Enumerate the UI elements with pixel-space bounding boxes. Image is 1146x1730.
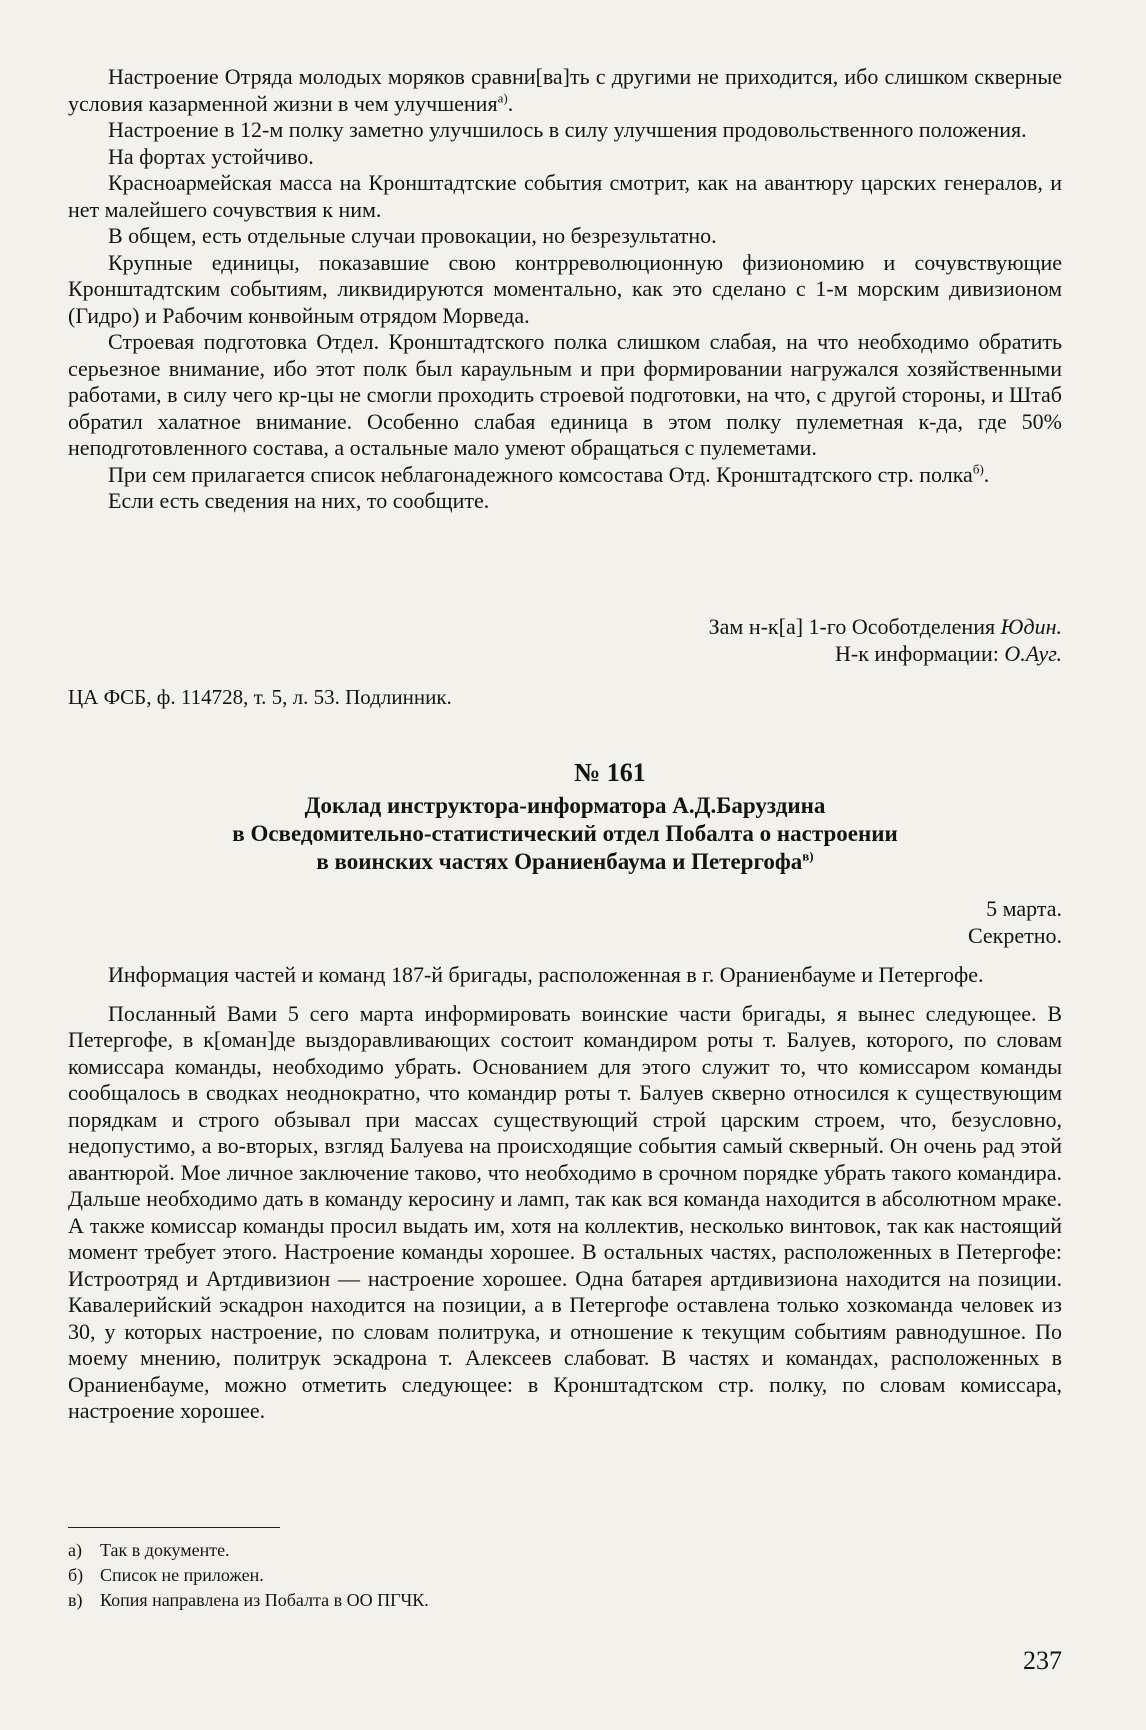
date-block <box>68 896 1062 949</box>
paragraph: Крупные единицы, показавшие свою контрреволюционную физиономию и сочувствующие Кронштадтским событиям, ликвидируются моментально, как это сделано с 1-м морским дивизионом (Гидро) и Рабочим конвойным отрядом Морведа. <box>68 249 1062 328</box>
signature-deputy: Зам н-к[а] 1-го Особотделения Юдин. <box>708 614 1062 639</box>
paragraph: Информация частей и команд 187-й бригады, расположенная в г. Ораниенбауме и Петергофе. <box>108 962 984 987</box>
footnote: в) Копия направлена из Побалта в ОО ПГЧК. <box>68 1590 429 1610</box>
report-161-body <box>68 962 1062 1425</box>
report-160-continuation <box>68 64 1062 515</box>
paragraph: В общем, есть отдельные случаи провокации, но безрезультатно. <box>108 223 717 248</box>
footnotes <box>68 1527 1062 1613</box>
paragraph: Если есть сведения на них, то сообщите. <box>108 488 490 513</box>
footnote-mark: в) <box>802 848 814 864</box>
paragraph: Настроение в 12-м полку заметно улучшилось в силу улучшения продовольственного положения. <box>108 117 1027 142</box>
paragraph: Посланный Вами 5 сего марта информировать воинские части бригады, я вынес следующее. В Петергофе, в к[оман]де выздоравливающих состоит командиром роты т. Балуев, которого, по словам комиссара команды, необходимо убрать. Основанием для этого служит то, что комиссаром команды сообщалось в сводках неоднократно, что командир роты т. Балуев скверно относился к существующим порядкам и строго обзывал при массах существующий строй царским строем, что, безусловно, недопустимо, а во-вторых, взгляд Балуева на происходящие события самый скверный. Он очень рад этой авантюрой. Мое личное заключение таково, что необходимо в срочном порядке убрать такого командира. Дальше необходимо дать в команду керосину и ламп, так как вся команда находится в абсолютном мраке. А также комиссар команды просил выдать им, хотя на коллектив, несколько винтовок, так как настоящий момент требует этого. Настроение команды хорошее. В остальных частях, расположенных в Петергофе: Истроотряд и Артдивизион — настроение хорошее. Одна батарея артдивизиона находится на позиции. Кавалерийский эскадрон находится на позиции, а в Петергофе оставлена только хозкоманда человек из 30, у которых настроение, по словам политрука, и отношение к текущим событиям равнодушное. По моему мнению, политрук эскадрона т. Алексеев слабоват. В частях и командах, расположенных в Ораниенбауме, можно отметить следующее: в Кронштадтском стр. полку, по словам комиссара, настроение хорошее. <box>68 1000 1062 1423</box>
title-line: в воинских частях Ораниенбаума и Петергофа$^{в)}$ <box>316 848 814 874</box>
paragraph: Красноармейская масса на Кронштадтские события смотрит, как на авантюру царских генералов, и нет малейшего сочувствия к ним. <box>68 170 1062 222</box>
footnote-divider <box>68 1527 280 1528</box>
paragraph: На фортах устойчиво. <box>108 143 314 169</box>
document-date: 5 марта. <box>986 896 1062 921</box>
footnote: а) Так в документе. <box>68 1540 230 1560</box>
secrecy-label: Секретно. <box>967 922 1062 948</box>
archive-source: ЦА ФСБ, ф. 114728, т. 5, л. 53. Подлинник. <box>68 685 452 709</box>
footnote-mark: б) <box>972 461 984 477</box>
signature-block <box>68 614 1062 667</box>
page-number: 237 <box>1023 1646 1062 1675</box>
title-line: Доклад инструктора-информатора А.Д.Баруздина <box>304 793 826 818</box>
paragraph: При сем прилагается список неблагонадежного комсостава Отд. Кронштадтского стр. полка$^{б)}$. <box>108 461 990 487</box>
signature-chief: Н-к информации: О.Ауг. <box>835 640 1062 666</box>
paragraph: Настроение Отряда молодых моряков сравни[ва]ть с другими не приходится, ибо слишком скверные условия казарменной жизни в чем улучшения$^{а)}$. <box>68 64 1062 116</box>
title-line: в Осведомительно-статистический отдел Побалта о настроении <box>232 821 898 846</box>
document-title <box>68 792 1062 876</box>
paragraph: Строевая подготовка Отдел. Кронштадтского полка слишком слабая, на что необходимо обратить серьезное внимание, ибо этот полк был караульным и при формировании нагружался хозяйственными работами, в силу чего кр-цы не смогли проходить строевой подготовки, на что, с другой стороны, и Штаб обратил халатное внимание. Особенно слабая единица в этом полку пулеметная к-да, где 50% неподготовленного состава, а остальные мало умеют обращаться с пулеметами. <box>68 329 1062 460</box>
footnote: б) Список не приложен. <box>68 1565 264 1585</box>
footnote-mark: а) <box>497 90 508 106</box>
document-number: № 161 <box>574 758 646 787</box>
